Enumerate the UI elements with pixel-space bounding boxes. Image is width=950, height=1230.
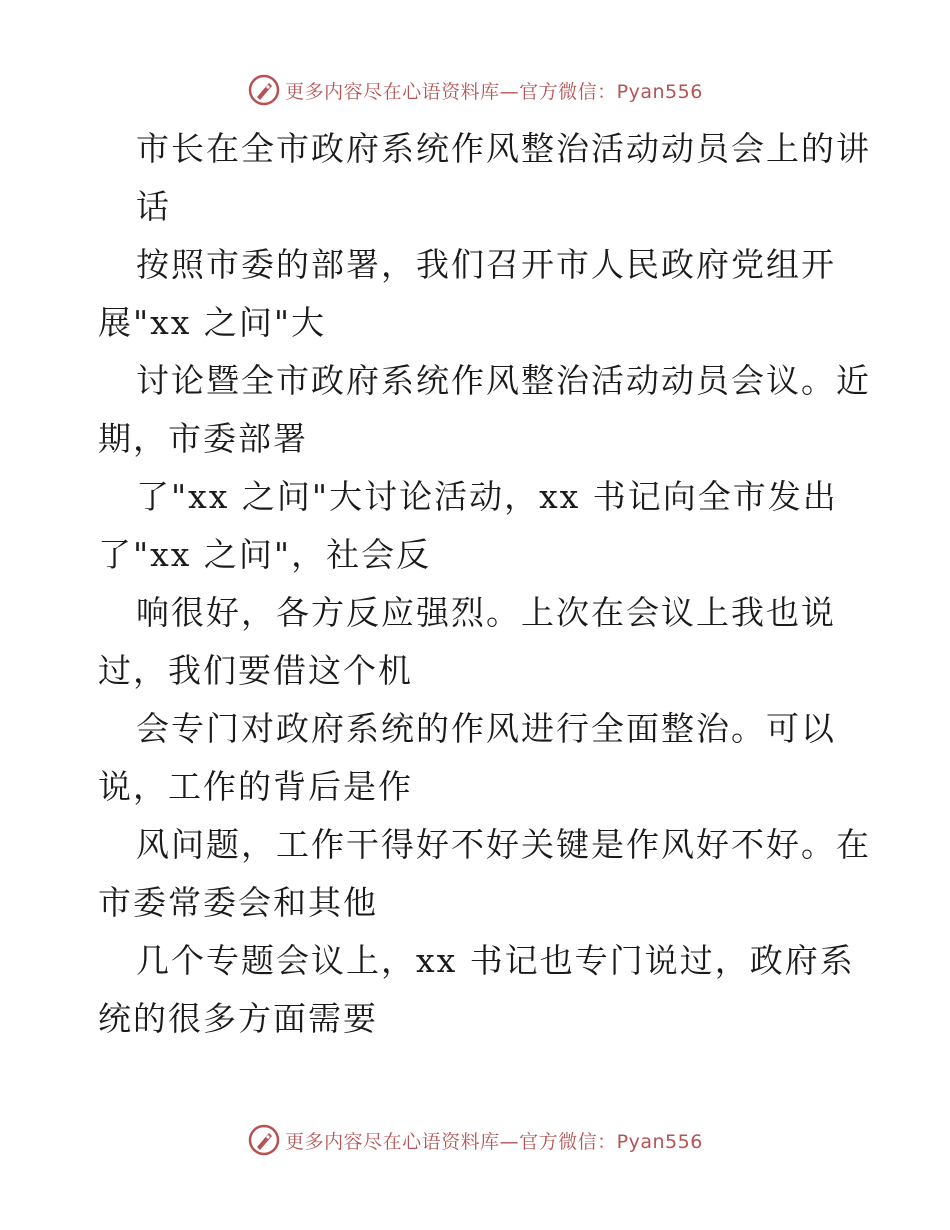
paragraph-line: 市委常委会和其他 <box>98 883 378 922</box>
header-watermark <box>0 70 950 110</box>
paragraph-line: 过，我们要借这个机 <box>98 651 413 690</box>
document-title-line-1: 市长在全市政府系统作风整治活动动员会上的讲 <box>136 129 871 168</box>
paragraph-line: 响很好，各方反应强烈。上次在会议上我也说 <box>136 593 836 632</box>
paragraph-line: 了"xx 之问"，社会反 <box>98 535 432 574</box>
document-body <box>98 120 888 1048</box>
paragraph-line: 几个专题会议上，xx 书记也专门说过，政府系 <box>136 941 855 980</box>
paragraph-line: 讨论暨全市政府系统作风整治活动动员会议。近 <box>136 361 871 400</box>
paragraph-line: 说，工作的背后是作 <box>98 767 413 806</box>
paragraph-line: 了"xx 之问"大讨论活动，xx 书记向全市发出 <box>136 477 838 516</box>
header-watermark-text: 更多内容尽在心语资料库—官方微信：Pyan556 <box>285 80 703 103</box>
paragraph-line: 期，市委部署 <box>98 419 308 458</box>
document-title-line-2: 话 <box>136 187 171 226</box>
footer-watermark <box>0 1120 950 1160</box>
pen-nib-logo-icon <box>247 1123 281 1157</box>
pen-nib-logo-icon <box>247 73 281 107</box>
paragraph-line: 风问题，工作干得好不好关键是作风好不好。在 <box>136 825 871 864</box>
footer-watermark-text: 更多内容尽在心语资料库—官方微信：Pyan556 <box>285 1130 703 1153</box>
paragraph-line: 统的很多方面需要 <box>98 999 378 1038</box>
paragraph-line: 会专门对政府系统的作风进行全面整治。可以 <box>136 709 836 748</box>
paragraph-line: 按照市委的部署，我们召开市人民政府党组开 <box>136 245 836 284</box>
paragraph-line: 展"xx 之问"大 <box>98 303 327 342</box>
